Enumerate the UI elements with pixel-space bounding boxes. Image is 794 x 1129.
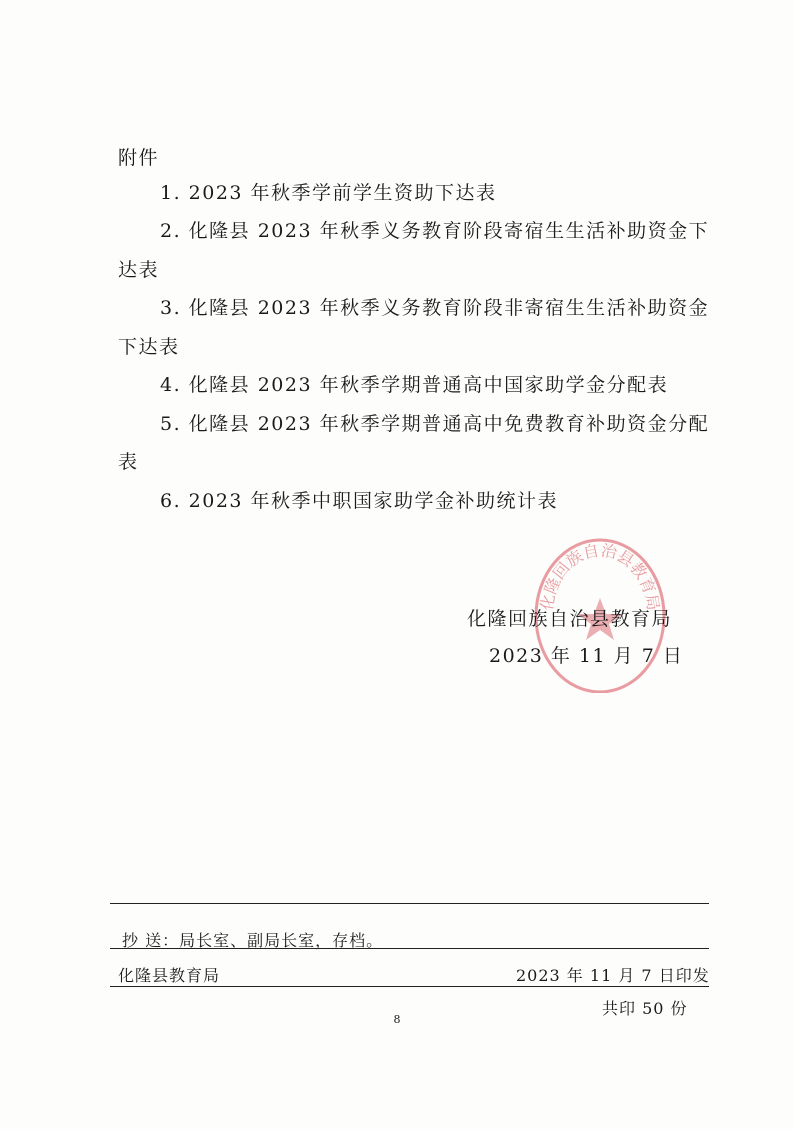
attachment-item-4: 4. 化隆县 2023 年秋季学期普通高中国家助学金分配表	[160, 374, 669, 396]
signature-org: 化隆回族自治县教育局	[467, 608, 673, 630]
attachment-item-6: 6. 2023 年秋季中职国家助学金补助统计表	[160, 490, 559, 512]
cc-text: 局长室、副局长室，存档。	[179, 931, 384, 950]
page-number: 8	[393, 1013, 401, 1026]
signature-date: 2023 年 11 月 7 日	[489, 645, 684, 667]
attachment-item-2-cont: 达表	[118, 259, 160, 281]
attachment-item-2: 2. 化隆县 2023 年秋季义务教育阶段寄宿生生活补助资金下	[160, 220, 710, 242]
issue-date: 2023 年 11 月 7 日印发	[516, 966, 710, 985]
attachment-heading: 附件	[118, 147, 160, 169]
cc-label: 抄 送：	[122, 931, 180, 950]
attachment-item-5-cont: 表	[118, 451, 139, 473]
issuer: 化隆县教育局	[118, 966, 221, 985]
attachment-item-3-cont: 下达表	[118, 336, 180, 358]
attachment-item-5: 5. 化隆县 2023 年秋季学期普通高中免费教育补助资金分配	[160, 413, 710, 435]
attachment-item-1: 1. 2023 年秋季学前学生资助下达表	[160, 182, 497, 204]
footer-rule-middle	[110, 948, 709, 949]
footer-rule-bottom	[110, 986, 709, 987]
copies-count: 共印 50 份	[602, 999, 688, 1018]
footer-rule-top	[110, 903, 709, 904]
seal-text: 化隆回族自治县教育局	[536, 540, 664, 612]
attachment-item-3: 3. 化隆县 2023 年秋季义务教育阶段非寄宿生生活补助资金	[160, 297, 710, 319]
